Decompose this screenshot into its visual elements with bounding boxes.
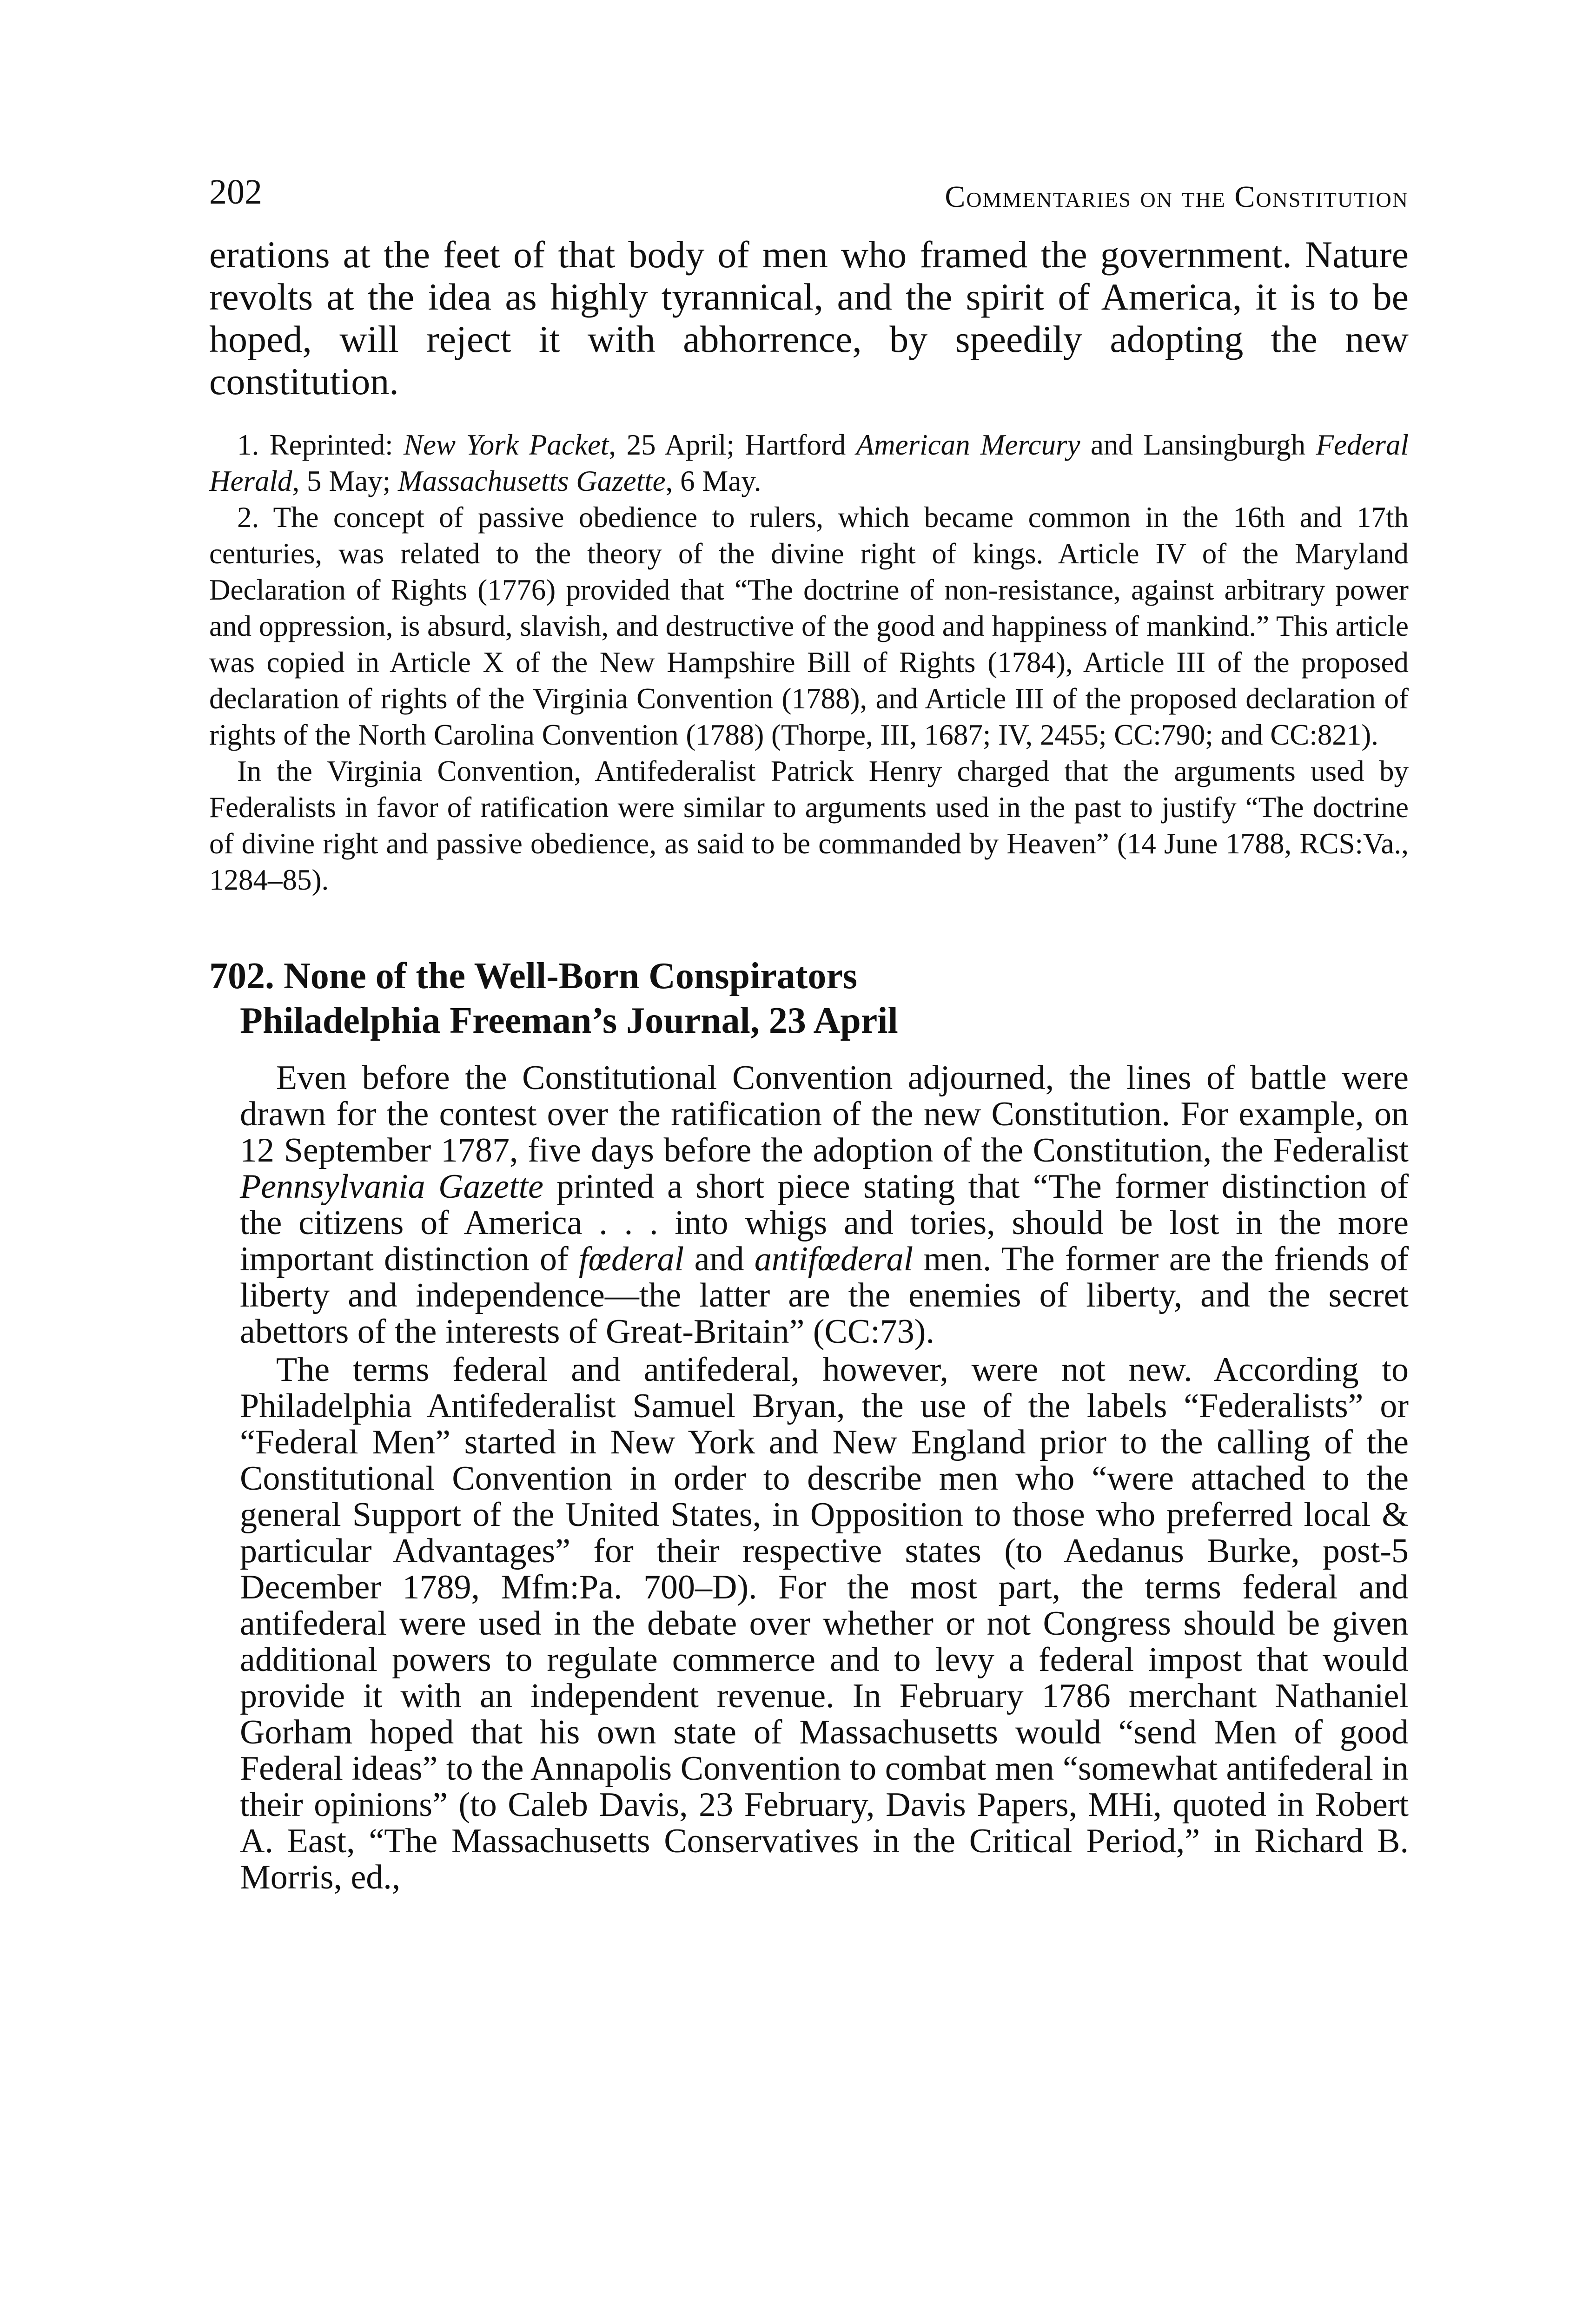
para-1-italic-3: antifœderal: [754, 1240, 914, 1278]
note-1-text-1: , 25 April; Hartford: [609, 429, 856, 461]
section-heading: [209, 954, 1409, 1043]
article-paragraph-1: [240, 1060, 1409, 1350]
article-paragraph-2: The terms federal and antifederal, however, were not new. According to Philadelphia Antifederalist Samuel Bryan, the use of the labels “Federalists” or “Federal Men” started in New York and New England prior to the calling of the Constitutional Convention in order to describe men who “were attached to the general Support of the United States, in Opposition to those who preferred local & particular Advantages” for their respective states (to Aedanus Burke, post-5 December 1789, Mfm:Pa. 700–D). For the most part, the terms federal and antifederal were used in the debate over whether or not Congress should be given additional powers to regulate commerce and to levy a federal impost that would provide it with an independent revenue. In February 1786 merchant Nathaniel Gorham hoped that his own state of Massachusetts would “send Men of good Federal ideas” to the Annapolis Convention to combat men “somewhat antifederal in their opinions” (to Caleb Davis, 23 February, Davis Papers, MHi, quoted in Robert A. East, “The Massachusetts Conservatives in the Critical Period,” in Richard B. Morris, ed.,: [240, 1351, 1409, 1896]
note-1-lead: 1. Reprinted:: [237, 429, 404, 461]
note-2: 2. The concept of passive obedience to rulers, which became common in the 16th and 17th centuries, was related to the theory of the divine right of kings. Article IV of the Maryland Declaration of Rights (1776) provided that “The doctrine of non-resistance, against arbitrary power and oppression, is absurd, slavish, and destructive of the good and happiness of mankind.” This article was copied in Article X of the New Hampshire Bill of Rights (1784), Article III of the proposed declaration of rights of the Virginia Convention (1788), and Article III of the proposed declaration of rights of the North Carolina Convention (1788) (Thorpe, III, 1687; IV, 2455; CC:790; and CC:821).: [209, 501, 1409, 751]
para-1-text-d: men. The former are the friends of liberty and independence—the latter are the enemies of liberty, and the secret abettors of the interests of Great-Britain” (CC:73).: [240, 1240, 1409, 1351]
note-1-text-4: , 6 May.: [665, 465, 761, 497]
para-1-text-c: and: [684, 1240, 755, 1278]
note-1-pub-2: American Mercury: [856, 429, 1080, 461]
para-1-text-b: printed a short piece stating that “The former distinction of the citizens of America . . . into whigs and tories, should be lost in the more important distinction of: [240, 1168, 1409, 1278]
section-number: 702.: [209, 956, 274, 997]
note-1-pub-1: New York Packet: [404, 429, 609, 461]
para-1-text-a: Even before the Constitutional Convention adjourned, the lines of battle were drawn for the contest over the ratification of the new Constitution. For example, on 12 September 1787, five days before the adoption of the Constitution, the Federalist: [240, 1059, 1409, 1169]
running-title: Commentaries on the Constitution: [945, 180, 1409, 214]
note-1-text-2: and Lansingburgh: [1080, 429, 1316, 461]
continued-paragraph: erations at the feet of that body of men who framed the government. Nature revolts at the idea as highly tyrannical, and the spirit of America, it is to be hoped, will reject it with abhorrence, by speedily adopting the new constitution.: [209, 233, 1409, 403]
running-head: [209, 172, 1409, 223]
page: [209, 172, 1409, 1895]
section-title: None of the Well-Born Conspirators: [284, 956, 858, 997]
footnotes: [209, 427, 1409, 898]
article-body: [209, 1060, 1409, 1895]
section-subtitle: Philadelphia Freeman’s Journal, 23 April: [240, 1000, 898, 1041]
note-1-pub-4: Massachusetts Gazette: [397, 465, 666, 497]
page-number: 202: [209, 172, 262, 211]
section-title-line: [209, 954, 1409, 998]
note-2-continued: In the Virginia Convention, Antifederalist Patrick Henry charged that the arguments used by Federalists in favor of ratification were similar to arguments used in the past to justify “The doctrine of divine right and passive obedience, as said to be commanded by Heaven” (14 June 1788, RCS:Va., 1284–85).: [209, 755, 1409, 896]
note-1-text-3: , 5 May;: [292, 465, 398, 497]
para-1-italic-1: Pennsylvania Gazette: [240, 1168, 543, 1206]
note-1: [209, 427, 1409, 499]
para-1-italic-2: fœderal: [579, 1240, 684, 1278]
note-1-pub-3: Federal Herald: [209, 429, 1409, 497]
